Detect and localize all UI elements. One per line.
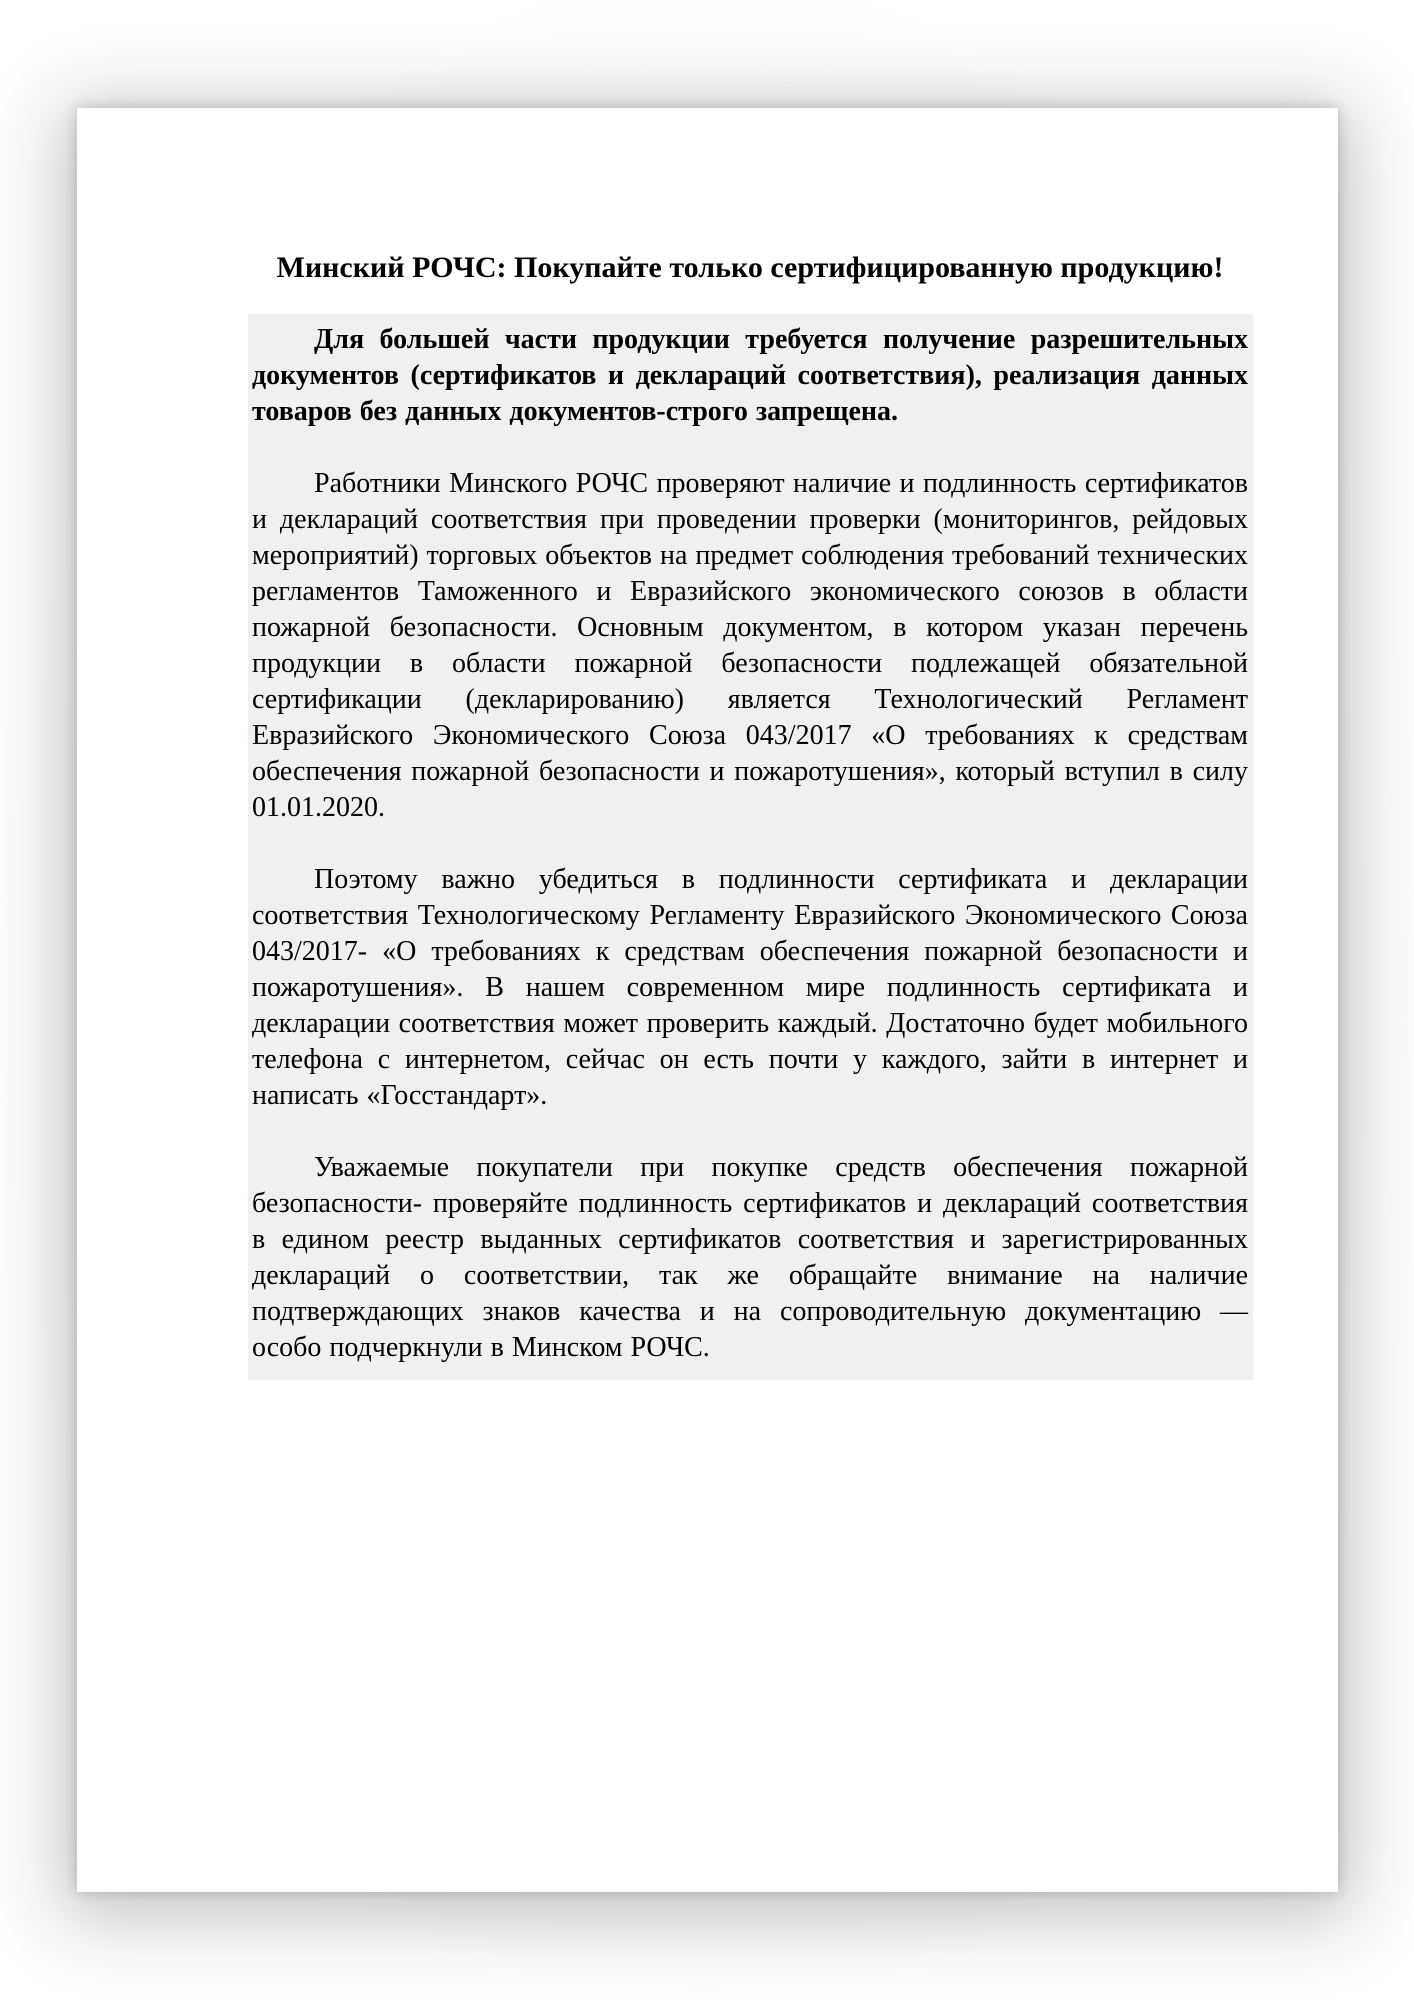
paragraph-advice: Уважаемые покупатели при покупке средств обеспечения пожарной безопасности- проверяйте подлинность сертификатов и деклараций соответствия в едином реестр выданных сертификатов соответствия и зарегистрированных деклараций о соответствии, так же обращайте внимание на наличие подтверждающих знаков качества и на сопроводительную документацию — особо подчеркнули в Минском РОЧС. <box>252 1152 1248 1363</box>
highlighted-text-block <box>248 314 1253 1380</box>
paragraph-inspections: Работники Минского РОЧС проверяют наличие и подлинность сертификатов и деклараций соответствия при проведении проверки (мониторингов, рейдовых мероприятий) торговых объектов на предмет соблюдения требований технических регламентов Таможенного и Евразийского экономического союзов в области пожарной безопасности. Основным документом, в котором указан перечень продукции в области пожарной безопасности подлежащей обязательной сертификации (декларированию) является Технологический Регламент Евразийского Экономического Союза 043/2017 «О требованиях к средствам обеспечения пожарной безопасности и пожаротушения», который вступил в силу 01.01.2020. <box>252 468 1249 823</box>
paragraph-lead: Для большей части продукции требуется получение разрешительных документов (сертификатов и деклараций соответствия), реализация данных товаров без данных документов-строго запрещена. <box>252 324 1248 427</box>
paragraph-verification: Поэтому важно убедиться в подлинности сертификата и декларации соответствия Технологическому Регламенту Евразийского Экономического Союза 043/2017- «О требованиях к средствам обеспечения пожарной безопасности и пожаротушения». В нашем современном мире подлинность сертификата и декларации соответствия может проверить каждый. Достаточно будет мобильного телефона с интернетом, сейчас он есть почти у каждого, зайти в интернет и написать «Госстандарт». <box>252 864 1248 1111</box>
page-content <box>77 108 1338 1380</box>
document-page <box>77 108 1338 1892</box>
document-title: Минский РОЧС: Покупайте только сертифицированную продукцию! <box>276 251 1224 284</box>
